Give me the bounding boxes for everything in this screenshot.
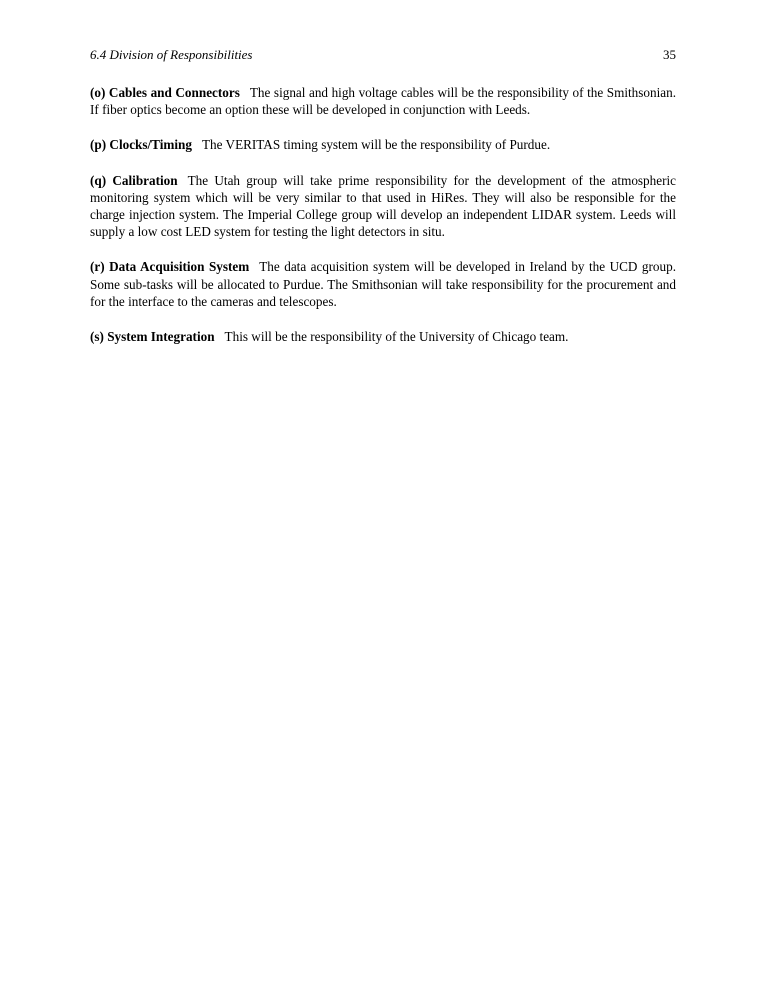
paragraph-clocks-timing	[90, 136, 676, 153]
document-page	[90, 46, 676, 363]
paragraph-heading: (r) Data Acquisition System	[90, 259, 250, 275]
paragraph-heading: (q) Calibration	[90, 172, 178, 188]
running-header	[90, 46, 676, 64]
page-number: 35	[663, 47, 676, 62]
paragraph-text: The Utah group will take prime responsibility for the development of the atmospheric monitoring system which will be very similar to that used in HiRes. They will also be responsible for the charge injection system. The Imperial College group will develop an independent LIDAR system. Leeds will supply a low cost LED system for testing the light detectors in situ.	[90, 172, 677, 240]
paragraph-data-acquisition	[90, 258, 676, 310]
paragraph-calibration	[90, 172, 676, 241]
paragraph-heading: (o) Cables and Connectors	[90, 85, 240, 100]
paragraph-text: This will be the responsibility of the University of Chicago team.	[224, 329, 569, 345]
paragraph-text: The signal and high voltage cables will be the responsibility of the Smithsonian. If fiber optics become an option these will be developed in conjunction with Leeds.	[90, 85, 676, 118]
section-title: 6.4 Division of Responsibilities	[90, 47, 253, 62]
paragraph-system-integration	[90, 328, 676, 345]
paragraph-cables-connectors	[90, 84, 676, 118]
paragraph-heading: (s) System Integration	[90, 329, 215, 345]
paragraph-text: The VERITAS timing system will be the responsibility of Purdue.	[201, 137, 551, 153]
paragraph-heading: (p) Clocks/Timing	[90, 137, 192, 153]
paragraph-text: The data acquisition system will be developed in Ireland by the UCD group. Some sub-tasks will be allocated to Purdue. The Smithsonian will take responsibility for the procurement and for the interface to the cameras and telescopes.	[90, 259, 676, 309]
